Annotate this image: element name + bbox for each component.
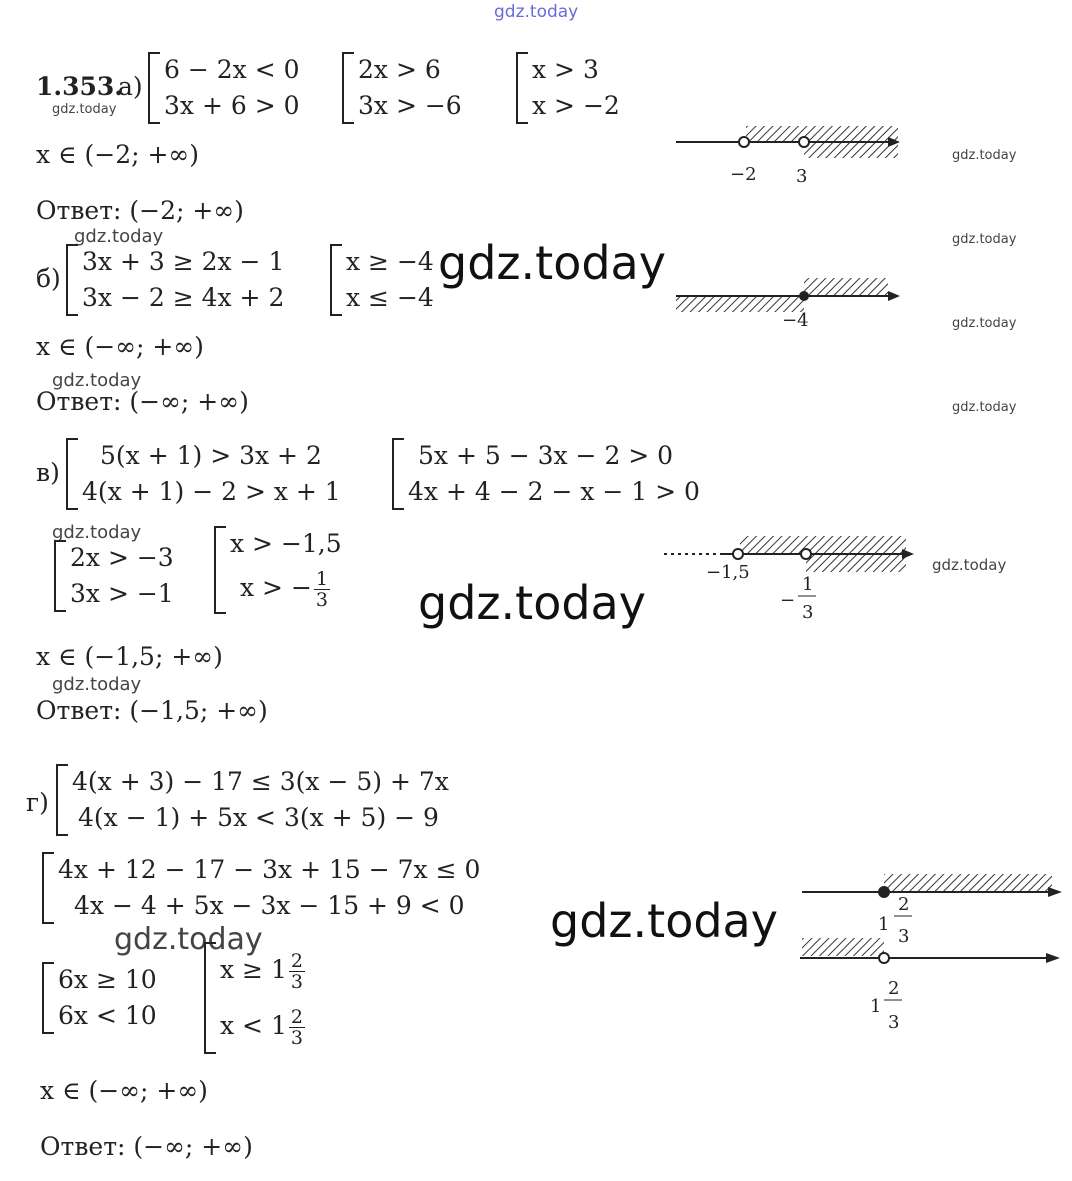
watermark-large: gdz.today <box>550 894 778 948</box>
part-v-label: в) <box>36 458 60 487</box>
answer-b: Ответ: (−∞; +∞) <box>36 387 249 416</box>
problem-number: 1.353. <box>36 72 123 101</box>
watermark: gdz.today <box>52 522 142 543</box>
watermark: gdz.today <box>52 370 142 391</box>
system-g-3: 6x ≥ 10 6x < 10 <box>42 962 157 1034</box>
shade-a-2 <box>804 142 898 158</box>
watermark: gdz.today <box>114 922 263 957</box>
shade-v-2 <box>806 554 906 572</box>
tick-label-3: 3 <box>796 166 808 187</box>
number-line-v <box>660 530 920 630</box>
solution-set-a: x ∈ (−2; +∞) <box>36 140 200 169</box>
tick-label-minus-1-5: −1,5 <box>706 562 750 583</box>
watermark: gdz.today <box>952 400 1017 415</box>
part-a-label: а) <box>118 72 143 101</box>
open-point-3 <box>799 137 809 147</box>
open-point-1-2-3 <box>879 953 889 963</box>
system-b-2: x ≥ −4 x ≤ −4 <box>330 244 434 316</box>
arrow-head <box>888 291 900 301</box>
number-line-b <box>670 272 910 332</box>
tick-num-lower: 2 <box>888 978 900 999</box>
system-g-1: 4(x + 3) − 17 ≤ 3(x − 5) + 7x 4(x − 1) + 5x < 3(x + 5) − 9 <box>56 764 449 836</box>
part-g-label: г) <box>26 788 49 817</box>
number-lines-g <box>790 866 1070 1042</box>
watermark: gdz.today <box>74 226 164 247</box>
system-a-1: 6 − 2x < 0 3x + 6 > 0 <box>148 52 300 124</box>
shade-b-right <box>804 278 888 296</box>
shade-a-1 <box>746 126 898 142</box>
watermark: gdz.today <box>952 316 1017 331</box>
system-a-3: x > 3 x > −2 <box>516 52 620 124</box>
arrow-head <box>902 549 914 559</box>
answer-g: Ответ: (−∞; +∞) <box>40 1132 253 1161</box>
arrow-head <box>1046 953 1060 963</box>
shade-g-lower <box>802 938 884 956</box>
tick-whole-lower: 1 <box>870 996 882 1017</box>
closed-point-1-2-3 <box>878 886 890 898</box>
tick-label-frac-num: 1 <box>802 574 814 595</box>
watermark: gdz.today <box>932 556 1007 574</box>
watermark: gdz.today <box>952 148 1017 163</box>
system-b-1: 3x + 3 ≥ 2x − 1 3x − 2 ≥ 4x + 2 <box>66 244 284 316</box>
open-point-minus-1-5 <box>733 549 743 559</box>
tick-num-upper: 2 <box>898 894 910 915</box>
system-g-4: x ≥ 1 $\frac{2}{3}$ x < 1 $\frac{2}{3}$ <box>204 942 305 1054</box>
tick-den-lower: 3 <box>888 1012 900 1033</box>
shade-g-upper <box>884 874 1052 892</box>
solution-set-v: x ∈ (−1,5; +∞) <box>36 642 223 671</box>
open-point-minus-1-3 <box>801 549 811 559</box>
system-v-4: x > −1,5 x > − $\frac{1}{3}$ <box>214 526 342 614</box>
system-v-3: 2x > −3 3x > −1 <box>54 540 174 612</box>
watermark-top: gdz.today <box>494 2 579 22</box>
closed-point-minus-4 <box>799 291 809 301</box>
answer-v: Ответ: (−1,5; +∞) <box>36 696 268 725</box>
tick-den-upper: 3 <box>898 926 910 947</box>
tick-label-minus-4: −4 <box>782 310 809 331</box>
system-v-1: 5(x + 1) > 3x + 2 4(x + 1) − 2 > x + 1 <box>66 438 341 510</box>
solution-set-b: x ∈ (−∞; +∞) <box>36 332 204 361</box>
tick-label-frac-den: 3 <box>802 602 814 623</box>
watermark: gdz.today <box>52 674 142 695</box>
open-point-minus-2 <box>739 137 749 147</box>
system-v-2: 5x + 5 − 3x − 2 > 0 4x + 4 − 2 − x − 1 > 0 <box>392 438 700 510</box>
system-g-2: 4x + 12 − 17 − 3x + 15 − 7x ≤ 0 4x − 4 + 5x − 3x − 15 + 9 < 0 <box>42 852 480 924</box>
number-line-a <box>670 118 910 190</box>
solution-set-g: x ∈ (−∞; +∞) <box>40 1076 208 1105</box>
answer-a: Ответ: (−2; +∞) <box>36 196 244 225</box>
watermark: gdz.today <box>952 232 1017 247</box>
watermark-large: gdz.today <box>438 236 666 290</box>
watermark-large: gdz.today <box>418 576 646 630</box>
tick-label-minus-2: −2 <box>730 164 757 185</box>
tick-label-frac-sign: − <box>780 590 796 611</box>
watermark: gdz.today <box>52 102 117 117</box>
shade-v-1 <box>740 536 906 554</box>
part-b-label: б) <box>36 264 61 293</box>
arrow-head <box>1048 887 1062 897</box>
system-a-2: 2x > 6 3x > −6 <box>342 52 462 124</box>
tick-whole-upper: 1 <box>878 914 890 935</box>
